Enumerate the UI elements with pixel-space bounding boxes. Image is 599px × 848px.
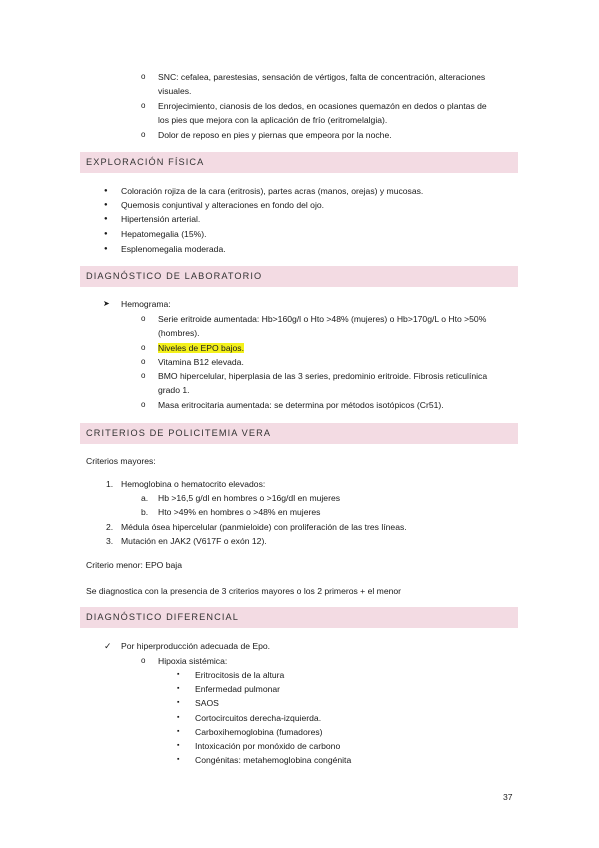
- criterio-subitem: Hb >16,5 g/dl en hombres o >16g/dl en mujeres: [158, 493, 341, 503]
- criterios-mayores-label: Criterios mayores:: [86, 456, 156, 466]
- list-letter: a.: [141, 493, 149, 503]
- list-item: Coloración rojiza de la cara (eritrosis), partes acras (manos, orejas) y mucosas.: [121, 186, 424, 196]
- diferencial-item: Congénitas: metahemoglobina congénita: [195, 755, 352, 765]
- circle-bullet-icon: o: [141, 314, 146, 323]
- section-header-criterios: CRITERIOS DE POLICITEMIA VERA: [80, 423, 518, 444]
- diferencial-item: Intoxicación por monóxido de carbono: [195, 741, 341, 751]
- diferencial-item: Eritrocitosis de la altura: [195, 670, 285, 680]
- square-bullet-icon: ▪: [177, 742, 180, 749]
- circle-bullet-icon: o: [141, 371, 146, 380]
- criterio-item: Hemoglobina o hematocrito elevados:: [121, 479, 266, 489]
- diagnostico-statement: Se diagnostica con la presencia de 3 criterios mayores o los 2 primeros + el menor: [86, 586, 402, 596]
- criterio-item: Médula ósea hipercelular (panmieloide) con proliferación de las tres líneas.: [121, 522, 407, 532]
- lab-item-line: Masa eritrocitaria aumentada: se determina por métodos isotópicos (Cr51).: [158, 400, 444, 410]
- intro-item-line: Dolor de reposo en pies y piernas que empeora por la noche.: [158, 130, 392, 140]
- check-icon: ✓: [104, 641, 112, 651]
- intro-item-line: los pies que mejora con la aplicación de frío (eritromelalgia).: [158, 115, 388, 125]
- page-number: 37: [503, 792, 513, 802]
- lab-item-line: Serie eritroide aumentada: Hb>160g/l o Hto >48% (mujeres) o Hb>170g/L o Hto >50%: [158, 314, 487, 324]
- circle-bullet-icon: o: [141, 357, 146, 366]
- diferencial-item: Cortocircuitos derecha-izquierda.: [195, 713, 322, 723]
- intro-item-line: Enrojecimiento, cianosis de los dedos, en ocasiones quemazón en dedos o plantas de: [158, 101, 487, 111]
- lab-item-line: Vitamina B12 elevada.: [158, 357, 244, 367]
- disc-bullet-icon: ●: [104, 231, 108, 237]
- lab-item-line: [158, 342, 244, 354]
- diferencial-item: Carboxihemoglobina (fumadores): [195, 727, 323, 737]
- disc-bullet-icon: ●: [104, 202, 108, 208]
- lab-item-line: grado 1.: [158, 385, 190, 395]
- list-number: 2.: [106, 522, 114, 532]
- disc-bullet-icon: ●: [104, 246, 108, 252]
- intro-item-line: SNC: cefalea, parestesias, sensación de vértigos, falta de concentración, alteraciones: [158, 72, 486, 82]
- criterio-subitem: Hto >49% en hombres o >48% en mujeres: [158, 507, 321, 517]
- circle-bullet-icon: o: [141, 101, 146, 110]
- list-item: Esplenomegalia moderada.: [121, 244, 226, 254]
- disc-bullet-icon: ●: [104, 188, 108, 194]
- criterio-item: Mutación en JAK2 (V617F o exón 12).: [121, 536, 267, 546]
- disc-bullet-icon: ●: [104, 216, 108, 222]
- lab-item-line: (hombres).: [158, 328, 200, 338]
- circle-bullet-icon: o: [141, 130, 146, 139]
- hemograma-label: Hemograma:: [121, 299, 171, 309]
- list-item: Hipertensión arterial.: [121, 214, 201, 224]
- lab-item-line: BMO hipercelular, hiperplasia de las 3 series, predominio eritroide. Fibrosis reticulínica: [158, 371, 488, 381]
- section-header-exploracion: EXPLORACIÓN FÍSICA: [80, 152, 518, 173]
- square-bullet-icon: ▪: [177, 714, 180, 721]
- diferencial-item: SAOS: [195, 698, 219, 708]
- section-header-diferencial: DIAGNÓSTICO DIFERENCIAL: [80, 607, 518, 628]
- circle-bullet-icon: o: [141, 72, 146, 81]
- square-bullet-icon: ▪: [177, 699, 180, 706]
- diferencial-level1: Por hiperproducción adecuada de Epo.: [121, 641, 271, 651]
- intro-item-line: visuales.: [158, 86, 192, 96]
- circle-bullet-icon: o: [141, 400, 146, 409]
- list-item: Hepatomegalia (15%).: [121, 229, 207, 239]
- arrow-bullet-icon: ➤: [103, 299, 110, 308]
- list-number: 1.: [106, 479, 114, 489]
- square-bullet-icon: ▪: [177, 756, 180, 763]
- square-bullet-icon: ▪: [177, 728, 180, 735]
- diferencial-level2: Hipoxia sistémica:: [158, 656, 228, 666]
- circle-bullet-icon: o: [141, 656, 146, 665]
- diferencial-item: Enfermedad pulmonar: [195, 684, 281, 694]
- list-letter: b.: [141, 507, 149, 517]
- circle-bullet-icon: o: [141, 343, 146, 352]
- list-number: 3.: [106, 536, 114, 546]
- section-header-laboratorio: DIAGNÓSTICO DE LABORATORIO: [80, 266, 518, 287]
- list-item: Quemosis conjuntival y alteraciones en fondo del ojo.: [121, 200, 325, 210]
- criterio-menor: Criterio menor: EPO baja: [86, 560, 182, 570]
- square-bullet-icon: ▪: [177, 671, 180, 678]
- highlighted-text: Niveles de EPO bajos.: [158, 343, 244, 353]
- square-bullet-icon: ▪: [177, 685, 180, 692]
